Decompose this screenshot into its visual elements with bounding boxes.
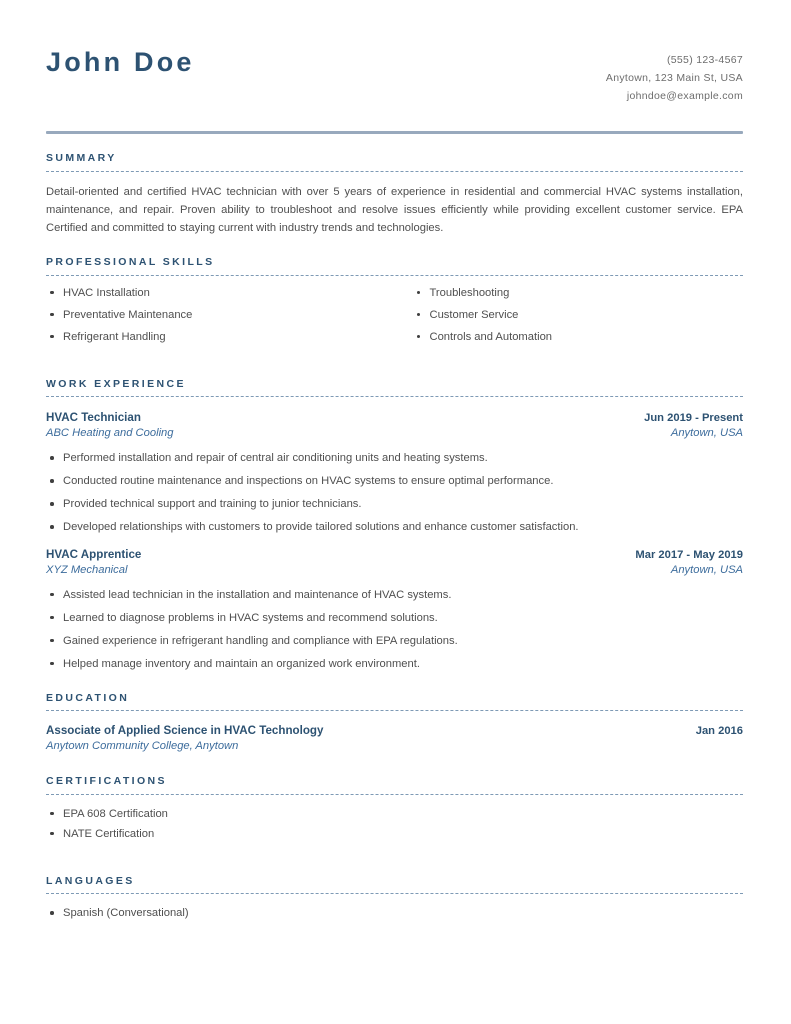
skills-list-right <box>413 286 744 344</box>
header-divider <box>46 131 743 134</box>
skills-column-right <box>395 286 744 352</box>
school-name: Anytown Community College, Anytown <box>46 740 239 753</box>
section-divider-education <box>46 710 743 711</box>
experience-entry-subheader <box>46 426 743 442</box>
experience-entry <box>46 547 743 671</box>
section-divider-languages <box>46 893 743 894</box>
list-item: Helped manage inventory and maintain an organized work environment. <box>46 657 743 671</box>
list-item: Performed installation and repair of central air conditioning units and heating systems. <box>46 451 743 465</box>
section-education <box>46 693 743 755</box>
job-location: Anytown, USA <box>670 564 743 577</box>
section-title-experience: WORK EXPERIENCE <box>46 377 186 390</box>
list-item: Learned to diagnose problems in HVAC systems and recommend solutions. <box>46 611 743 625</box>
list-item: Assisted lead technician in the installation and maintenance of HVAC systems. <box>46 588 743 602</box>
job-dates: Mar 2017 - May 2019 <box>635 548 743 561</box>
contact-phone: (555) 123-4567 <box>666 54 743 66</box>
list-item: Preventative Maintenance <box>46 308 395 322</box>
list-item: Controls and Automation <box>413 330 744 344</box>
section-divider-skills <box>46 275 743 276</box>
list-item: HVAC Installation <box>46 286 395 300</box>
languages-list <box>46 906 743 920</box>
list-item: Provided technical support and training to junior technicians. <box>46 497 743 511</box>
section-divider-summary <box>46 171 743 172</box>
list-item: Customer Service <box>413 308 744 322</box>
skills-list-left <box>46 286 395 344</box>
section-certifications <box>46 776 743 841</box>
company-name: XYZ Mechanical <box>46 564 128 577</box>
education-entry <box>46 723 743 755</box>
experience-entry <box>46 410 743 534</box>
list-item: Conducted routine maintenance and inspections on HVAC systems to ensure optimal performance. <box>46 474 743 488</box>
education-entry-subheader <box>46 739 743 755</box>
section-divider-experience <box>46 396 743 397</box>
section-title-summary: SUMMARY <box>46 152 117 165</box>
contact-email: johndoe@example.com <box>626 90 743 103</box>
contact-address: Anytown, 123 Main St, USA <box>605 72 743 85</box>
job-title: HVAC Apprentice <box>46 547 142 561</box>
job-responsibilities <box>46 451 743 534</box>
experience-entry-header <box>46 410 743 426</box>
list-item: Gained experience in refrigerant handling and compliance with EPA regulations. <box>46 634 743 648</box>
section-experience <box>46 379 743 671</box>
section-title-skills: PROFESSIONAL SKILLS <box>46 256 215 269</box>
section-languages <box>46 876 743 921</box>
list-item: Troubleshooting <box>413 286 744 300</box>
list-item: NATE Certification <box>46 827 743 841</box>
list-item: Developed relationships with customers to provide tailored solutions and enhance customer satisfaction. <box>46 520 743 534</box>
section-title-languages: LANGUAGES <box>46 874 135 887</box>
job-location: Anytown, USA <box>670 427 743 440</box>
section-divider-certifications <box>46 794 743 795</box>
section-summary <box>46 153 743 237</box>
list-item: Spanish (Conversational) <box>46 906 743 920</box>
job-responsibilities <box>46 588 743 671</box>
company-name: ABC Heating and Cooling <box>46 427 174 440</box>
section-title-certifications: CERTIFICATIONS <box>46 775 167 788</box>
degree-name: Associate of Applied Science in HVAC Technology <box>46 724 324 738</box>
job-title: HVAC Technician <box>46 411 141 425</box>
section-skills <box>46 257 743 352</box>
experience-entry-header <box>46 547 743 563</box>
candidate-name: John Doe <box>46 47 195 77</box>
certifications-list <box>46 807 743 841</box>
education-date: Jan 2016 <box>695 725 743 738</box>
job-dates: Jun 2019 - Present <box>644 412 743 425</box>
skills-grid <box>46 286 743 352</box>
contact-block <box>606 48 743 105</box>
section-title-education: EDUCATION <box>46 691 130 704</box>
education-entry-header <box>46 723 743 739</box>
list-item: Refrigerant Handling <box>46 330 395 344</box>
skills-column-left <box>46 286 395 352</box>
resume-header <box>46 40 743 105</box>
list-item: EPA 608 Certification <box>46 807 743 821</box>
experience-entry-subheader <box>46 563 743 579</box>
summary-text: Detail-oriented and certified HVAC technician with over 5 years of experience in residential and commercial HVAC systems installation, maintenance, and repair. Proven ability to troubleshoot and resolve issues efficiently while providing excellent customer service. EPA Certified and committed to staying current with industry trends and technologies. <box>46 185 743 234</box>
